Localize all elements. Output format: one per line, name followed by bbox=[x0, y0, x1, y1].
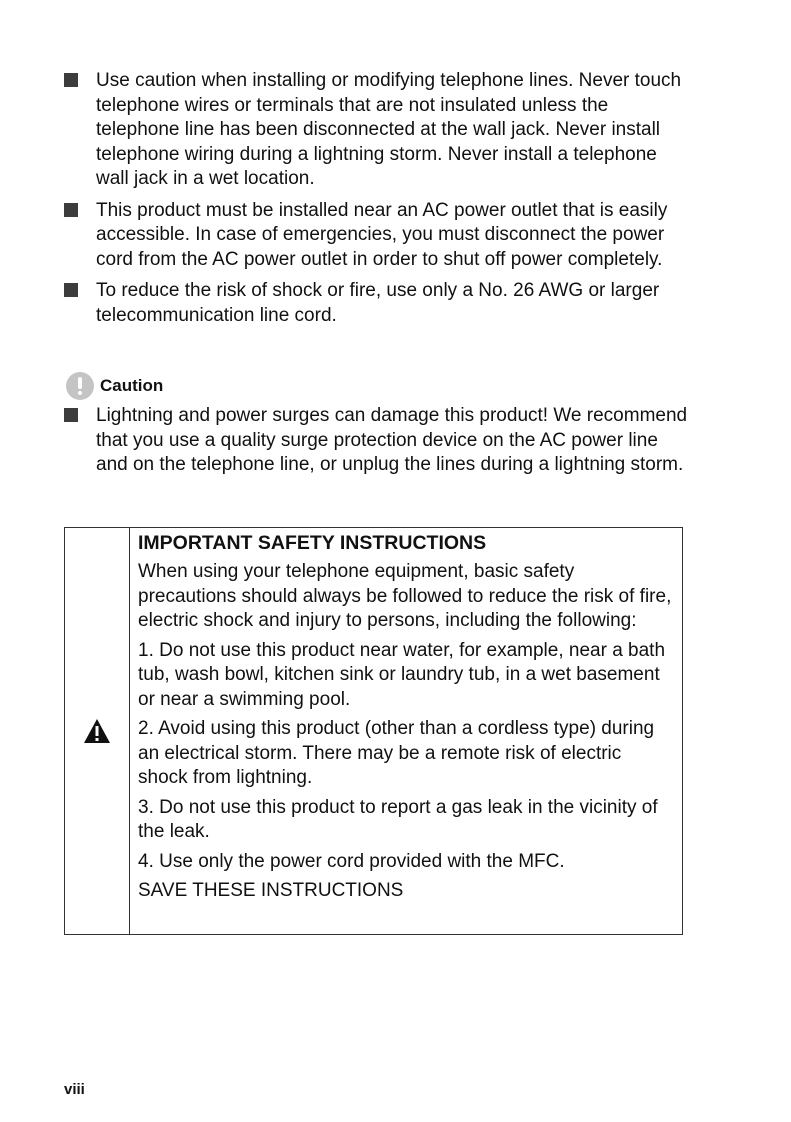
page-number: viii bbox=[64, 1081, 85, 1098]
list-item bbox=[64, 404, 694, 478]
warning-triangle-icon bbox=[83, 718, 111, 744]
square-bullet-icon bbox=[64, 73, 78, 87]
bullet-text: This product must be installed near an AC power outlet that is easily accessible. In case of emergencies, you must disconnect the power cord from the AC power outlet in order to shut off power completely. bbox=[96, 199, 668, 270]
safety-title: IMPORTANT SAFETY INSTRUCTIONS bbox=[138, 532, 487, 554]
caution-bullet-list bbox=[64, 404, 694, 485]
warning-icon-column bbox=[65, 528, 130, 934]
bullet-text: Use caution when installing or modifying telephone lines. Never touch telephone wires or terminals that are not insulated unless the telephone line has been disconnected at the wall jack. Never install telephone wiring during a lightning storm. Never install a telephone wall jack in a wet location. bbox=[96, 70, 682, 189]
safety-closing: SAVE THESE INSTRUCTIONS bbox=[138, 880, 404, 901]
square-bullet-icon bbox=[64, 408, 78, 422]
caution-heading bbox=[66, 372, 163, 400]
safety-item: 1. Do not use this product near water, for example, near a bath tub, wash bowl, kitchen sink or laundry tub, in a wet basement or near a swimming pool. bbox=[138, 639, 666, 710]
safety-item: 3. Do not use this product to report a gas leak in the vicinity of the leak. bbox=[138, 796, 658, 842]
list-item bbox=[64, 279, 694, 328]
safety-intro: When using your telephone equipment, basic safety precautions should always be followed to reduce the risk of fire, electric shock and injury to persons, including the following: bbox=[138, 561, 672, 631]
list-item bbox=[64, 69, 694, 192]
square-bullet-icon bbox=[64, 203, 78, 217]
bullet-list-top bbox=[64, 69, 694, 335]
safety-item: 2. Avoid using this product (other than a cordless type) during an electrical storm. There may be a remote risk of electric shock from lightning. bbox=[138, 718, 655, 788]
safety-instructions-box bbox=[64, 527, 683, 935]
safety-item: 4. Use only the power cord provided with the MFC. bbox=[138, 850, 565, 872]
caution-label: Caution bbox=[100, 376, 164, 395]
bullet-text: Lightning and power surges can damage this product! We recommend that you use a quality surge protection device on the AC power line and on the telephone line, or unplug the lines during a lightning storm. bbox=[96, 405, 688, 475]
safety-content bbox=[130, 528, 682, 934]
square-bullet-icon bbox=[64, 283, 78, 297]
caution-exclamation-icon bbox=[66, 372, 94, 400]
bullet-text: To reduce the risk of shock or fire, use only a No. 26 AWG or larger telecommunication line cord. bbox=[96, 280, 660, 326]
list-item bbox=[64, 199, 694, 273]
